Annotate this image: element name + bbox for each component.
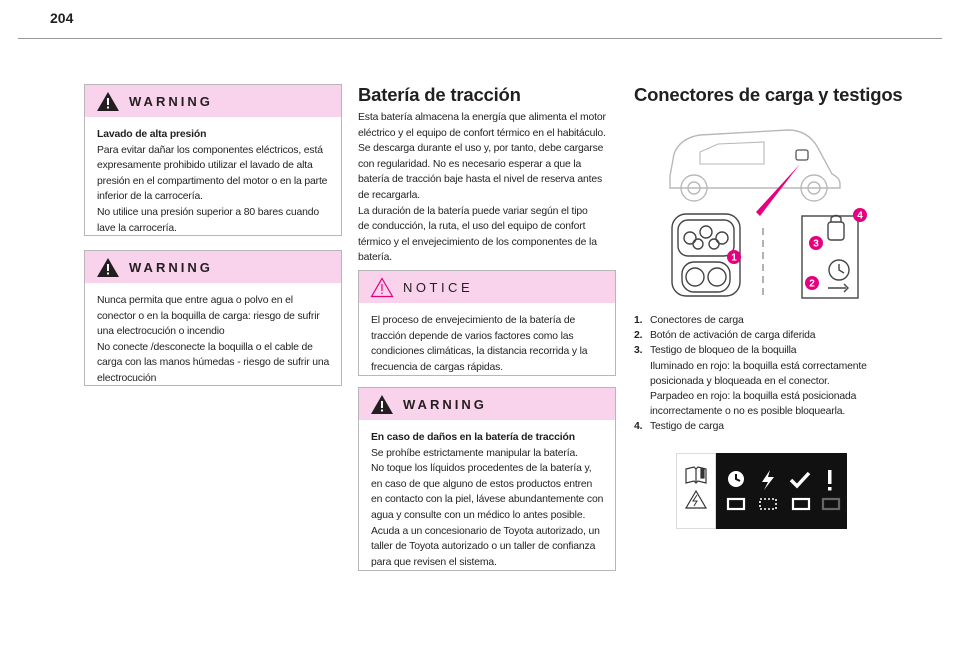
callout-4: 4 bbox=[857, 210, 863, 222]
warning-line: inferior de la carrocería. bbox=[97, 191, 203, 203]
list-item bbox=[634, 328, 867, 343]
paragraph-line: La duración de la batería puede variar según el tipo bbox=[358, 205, 588, 217]
warning-triangle-icon bbox=[369, 393, 395, 415]
callout-3: 3 bbox=[813, 238, 819, 250]
battery-paragraph bbox=[358, 110, 606, 266]
notice-header bbox=[359, 271, 615, 303]
notice-label: NOTICE bbox=[403, 279, 474, 295]
warning-header bbox=[85, 251, 341, 283]
paragraph-line: Esta batería almacena la energía que alimenta el motor bbox=[358, 112, 606, 123]
warning-header bbox=[359, 388, 615, 420]
timer-icon bbox=[728, 471, 744, 487]
list-item bbox=[634, 343, 867, 419]
warning-line: electrocución bbox=[97, 372, 157, 384]
charging-flap-marker bbox=[796, 150, 808, 160]
section-heading-battery: Batería de tracción bbox=[358, 84, 521, 105]
connector-legend-list bbox=[634, 313, 867, 435]
list-line: Testigo de bloqueo de la boquilla bbox=[650, 345, 797, 357]
warning-label: WARNING bbox=[403, 396, 487, 412]
warning-line: en contacto con la piel, lávese abundantemente con bbox=[371, 494, 604, 506]
warning-line: Nunca permita que entre agua o polvo en el bbox=[97, 295, 293, 306]
paragraph-line: batería. bbox=[358, 252, 393, 264]
charging-connector-figure bbox=[660, 118, 870, 306]
lightning-icon bbox=[762, 470, 774, 490]
warning-line: No toque los líquidos procedentes de la batería y, bbox=[371, 463, 592, 475]
charging-status-lamp bbox=[760, 499, 776, 509]
list-item bbox=[634, 313, 867, 328]
warning-box-high-pressure bbox=[84, 84, 342, 236]
warning-subtitle: En caso de daños en la batería de tracción bbox=[371, 432, 575, 443]
vehicle-outline bbox=[670, 130, 840, 201]
error-status-lamp bbox=[823, 499, 839, 509]
paragraph-line: Se descarga durante el uso y, por tanto, debe cargarse bbox=[358, 143, 604, 155]
warning-header bbox=[85, 85, 341, 117]
list-item bbox=[634, 419, 867, 434]
paragraph-line: de recargarla. bbox=[358, 189, 421, 201]
list-number: 3. bbox=[634, 345, 643, 357]
warning-box-battery-damage bbox=[358, 387, 616, 571]
warning-line: presión en el compartimento del motor o en la parte bbox=[97, 175, 328, 187]
manual-book-icon bbox=[686, 467, 706, 483]
list-line: posicionada y bloqueada en el conector. bbox=[650, 375, 830, 387]
complete-status-lamp bbox=[793, 499, 809, 509]
notice-box-aging bbox=[358, 270, 616, 376]
callout-pointer bbox=[756, 164, 800, 216]
warning-line: No conecte /desconecte la boquilla o el cable de bbox=[97, 341, 313, 353]
warning-line: conector o en la boquilla de carga: riesgo de sufrir bbox=[97, 310, 320, 322]
notice-line: frecuencia de cargas rápidas. bbox=[371, 361, 503, 373]
callout-1: 1 bbox=[731, 252, 737, 264]
list-line: Parpadeo en rojo: la boquilla está posicionada bbox=[650, 391, 857, 403]
list-line: Botón de activación de carga diferida bbox=[650, 330, 816, 342]
indicator-icons bbox=[676, 453, 847, 529]
list-number: 4. bbox=[634, 421, 643, 433]
warning-triangle-icon bbox=[95, 256, 121, 278]
callout-2: 2 bbox=[809, 278, 815, 290]
warning-line: lave la carrocería. bbox=[97, 222, 177, 234]
warning-line: carga con las manos húmedas - riesgo de sufrir una bbox=[97, 357, 330, 369]
paragraph-line: eléctrico y el equipo de confort térmico en el habitáculo. bbox=[358, 127, 606, 139]
warning-line: una electrocución o incendio bbox=[97, 326, 225, 338]
notice-triangle-icon bbox=[369, 276, 395, 298]
warning-line: taller de Toyota autorizado o un taller de confianza bbox=[371, 541, 596, 553]
list-line: Testigo de carga bbox=[650, 421, 724, 433]
warning-line: expresamente prohibido utilizar el lavado de alta bbox=[97, 160, 313, 172]
warning-box-water bbox=[84, 250, 342, 386]
high-voltage-warning-icon bbox=[686, 491, 706, 508]
paragraph-line: batería de tracción baje hasta el nivel de reserva antes bbox=[358, 174, 603, 186]
warning-line: Se prohíbe estrictamente manipular la batería. bbox=[371, 447, 578, 459]
list-number: 1. bbox=[634, 315, 643, 326]
warning-line: Acuda a un concesionario de Toyota autorizado, un bbox=[371, 525, 600, 537]
top-divider bbox=[18, 38, 942, 39]
warning-line: para que revisen el sistema. bbox=[371, 556, 497, 568]
timer-status-lamp bbox=[728, 499, 744, 509]
warning-label: WARNING bbox=[129, 93, 213, 109]
paragraph-line: de conducción, la ruta, el uso del equipo de confort bbox=[358, 221, 586, 233]
warning-line: No utilice una presión superior a 80 bares cuando bbox=[97, 206, 319, 218]
warning-subtitle: Lavado de alta presión bbox=[97, 129, 207, 140]
notice-line: condiciones climáticas, la distancia recorrida y la bbox=[371, 346, 588, 358]
notice-line: El proceso de envejecimiento de la batería de bbox=[371, 315, 576, 326]
exclamation-icon bbox=[828, 470, 832, 491]
checkmark-icon bbox=[791, 473, 809, 486]
warning-line: agua y consulte con un médico lo antes posible. bbox=[371, 509, 586, 521]
warning-label: WARNING bbox=[129, 259, 213, 275]
list-line: Iluminado en rojo: la boquilla está correctamente bbox=[650, 360, 867, 372]
list-number: 2. bbox=[634, 330, 643, 342]
paragraph-line: con regularidad. No es necesario esperar a que la bbox=[358, 158, 582, 170]
warning-line: en caso de que alguno de estos productos entren bbox=[371, 478, 593, 490]
warning-line: Para evitar dañar los componentes eléctricos, está bbox=[97, 144, 323, 156]
warning-triangle-icon bbox=[95, 90, 121, 112]
list-line: Conectores de carga bbox=[650, 315, 744, 326]
section-heading-connectors: Conectores de carga y testigos bbox=[634, 84, 903, 105]
list-line: incorrectamente o no es posible bloquearla. bbox=[650, 406, 846, 418]
page-number: 204 bbox=[50, 10, 74, 26]
paragraph-line: térmico y el envejecimiento de los componentes de la bbox=[358, 236, 597, 248]
notice-line: tracción depende de varios factores como las bbox=[371, 330, 574, 342]
